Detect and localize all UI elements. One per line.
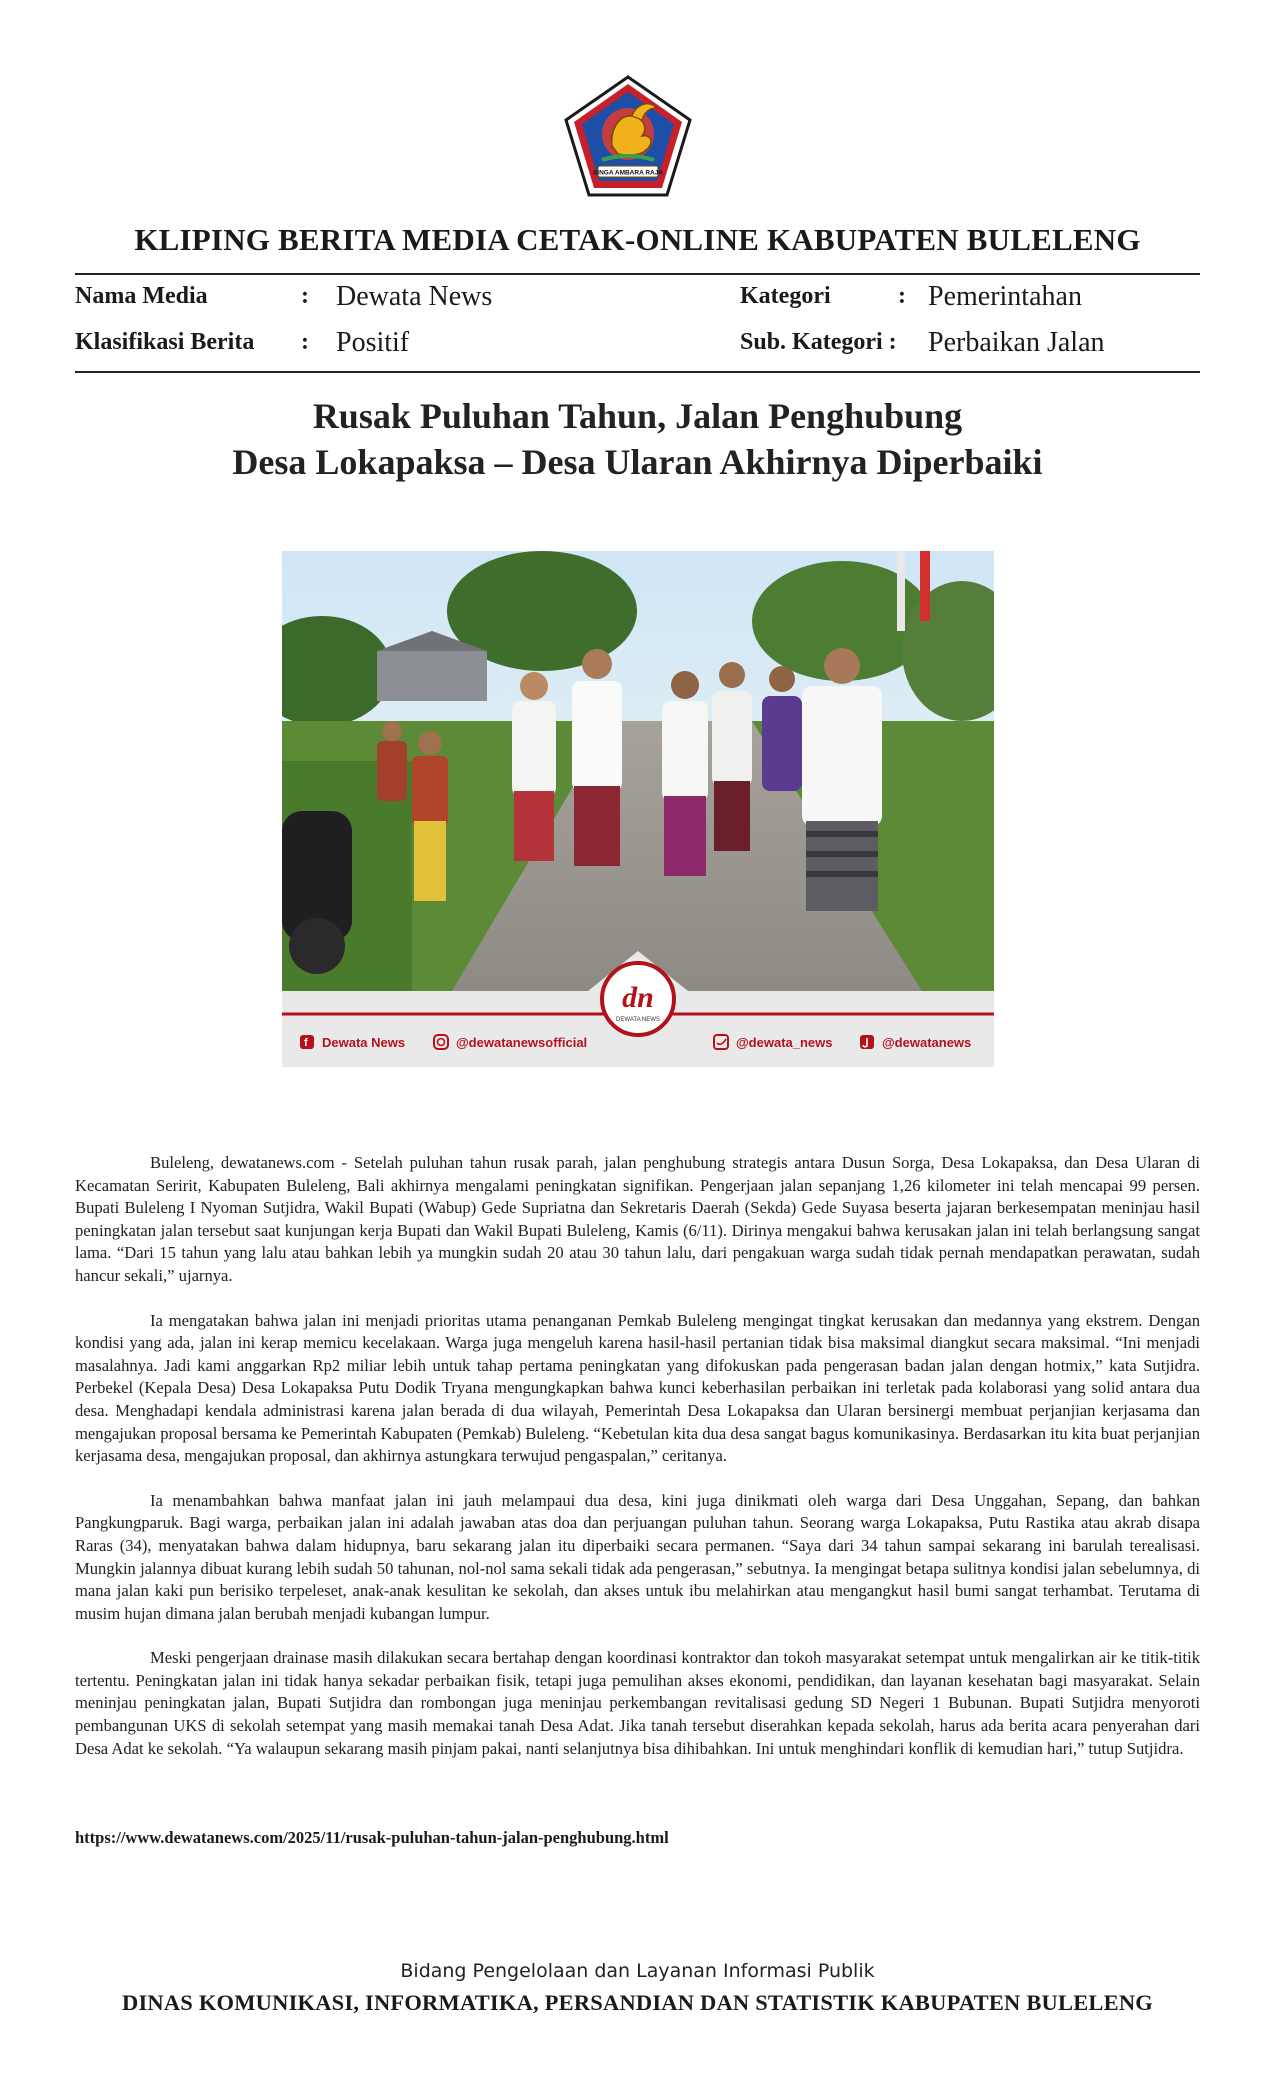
header-divider-bottom: [75, 371, 1200, 373]
crest-motto: SINGA AMBARA RAJA: [592, 169, 664, 177]
classification-colon: :: [301, 329, 309, 355]
article-paragraph-4: Meski pengerjaan drainase masih dilakukan secara bertahap dengan koordinasi kontraktor dan tokoh masyarakat setempat untuk mengalirkan air ke titik-titik tertentu. Peningkatan jalan ini tidak hanya sekadar perbaikan fisik, tetapi juga pemulihan akses ekonomi, pendidikan, dan layanan kesehatan bagi masyarakat. Selain meninjau peningkatan jalan, Bupati Sutjidra dan rombongan juga meninjau perkembangan revitalisasi gedung SD Negeri 1 Bubunan. Bupati Sutjidra menyoroti pembangunan UKS di sekolah setempat yang masih memakai tanah Desa Adat. Jika tanah tersebut diserahkan kepada sekolah, harus ada berita acara penyerahan dari Desa Adat ke sekolah. “Ya walaupun sekarang masih pinjam pakai, nanti selanjutnya bisa dihibahkan. Ini untuk menghindari konflik di kemudian hari,” tutup Sutjidra.: [75, 1648, 1200, 1758]
footer-division: Bidang Pengelolaan dan Layanan Informasi Publik: [400, 1960, 875, 1982]
article-paragraph-3: Ia menambahkan bahwa manfaat jalan ini jauh melampaui dua desa, kini juga dinikmati oleh warga dari Desa Unggahan, Sepang, dan bahkan Pangkungparuk. Bagi warga, perbaikan jalan ini adalah jawaban atas doa dan perjuangan puluhan tahun. Seorang warga Lokapaksa, Putu Rastika atau akrab disapa Raras (34), menyatakan bahwa dalam hidupnya, baru sekarang jalan itu diperbaiki secara permanen. “Saya dari 34 tahun sampai sekarang ini barulah terealisasi. Mungkin jalannya dibuat kurang lebih sudah 50 tahunan, nol-nol sama sekali tidak ada pengerasan,” sebutnya. Ia mengingat betapa sulitnya kondisi jalan sebelumnya, di mana jalan kaki pun berisiko terpeleset, anak-anak kesulitan ke sekolah, dan akses untuk ibu melahirkan atau mengangkut hasil bumi sangat terhambat. Terutama di musim hujan dimana jalan berubah menjadi kubangan lumpur.: [75, 1490, 1200, 1623]
media-name-value: Dewata News: [336, 281, 493, 312]
header-divider-top: [75, 273, 1200, 275]
banner-logo-mark: dn: [622, 981, 654, 1014]
news-photo: [282, 551, 994, 1067]
banner-logo-tag: DEWATA NEWS: [616, 1017, 660, 1023]
article-headline: [75, 393, 1200, 485]
clipping-header-title: KLIPING BERITA MEDIA CETAK-ONLINE KABUPATEN BULELENG: [134, 222, 1141, 257]
media-name-label: Nama Media: [75, 283, 208, 309]
category-colon: :: [898, 283, 906, 309]
category-value: Pemerintahan: [928, 281, 1082, 312]
svg-text:f: f: [304, 1037, 308, 1049]
footer-agency: DINAS KOMUNIKASI, INFORMATIKA, PERSANDIAN DAN STATISTIK KABUPATEN BULELENG: [122, 1990, 1153, 2015]
classification-label: Klasifikasi Berita: [75, 329, 255, 355]
social-tiktok-label: @dewatanews: [882, 1035, 972, 1050]
classification-value: Positif: [336, 327, 410, 358]
government-crest-logo: [562, 74, 694, 198]
headline-line-2: Desa Lokapaksa – Desa Ularan Akhirnya Diperbaiki: [232, 442, 1043, 482]
source-url-link[interactable]: https://www.dewatanews.com/2025/11/rusak-puluhan-tahun-jalan-penghubung.html: [75, 1828, 669, 1847]
subcategory-label: Sub. Kategori :: [740, 329, 897, 355]
article-paragraph-1: Buleleng, dewatanews.com - Setelah puluhan tahun rusak parah, jalan penghubung strategis antara Dusun Sorga, Desa Lokapaksa, dan Desa Ularan di Kecamatan Seririt, Kabupaten Buleleng, Bali akhirnya mengalami peningkatan signifikan. Pengerjaan jalan sepanjang 1,26 kilometer ini telah mencapai 99 persen. Bupati Buleleng I Nyoman Sutjidra, Wakil Bupati (Wabup) Gede Supriatna dan Sekretaris Daerah (Sekda) Gede Suyasa beserta jajaran berkesempatan meninjau hasil peningkatan jalan tersebut saat kunjungan kerja Bupati dan Wakil Bupati Buleleng, Kamis (6/11). Dirinya mengakui bahwa kerusakan jalan ini telah berlangsung sangat lama. “Dari 15 tahun yang lalu atau bahkan lebih ya mungkin sudah 20 atau 30 tahun lalu, dari pengakuan warga sudah tidak pernah mendapatkan perawatan, sudah hancur sekali,” ujarnya.: [75, 1153, 1200, 1285]
category-label: Kategori: [740, 283, 831, 309]
media-name-colon: :: [301, 283, 309, 309]
social-instagram-label: @dewatanewsofficial: [456, 1035, 588, 1050]
social-facebook-label: Dewata News: [322, 1035, 406, 1050]
article-paragraph-2: Ia mengatakan bahwa jalan ini menjadi prioritas utama penanganan Pemkab Buleleng mengingat tingkat kerusakan dan medannya yang ekstrem. Dengan kondisi yang ada, jalan ini kerap memicu kecelakaan. Warga juga mengeluh karena hasil-hasil pertanian tidak bisa maksimal diangkut secara maksimal. “Ini menjadi masalahnya. Jadi kami anggarkan Rp2 miliar lebih untuk tahap pertama peningkatan yang difokuskan pada pengerasan badan jalan dengan hotmix,” kata Sutjidra. Perbekel (Kepala Desa) Desa Lokapaksa Putu Dodik Tryana mengungkapkan bahwa kunci keberhasilan perbaikan ini terletak pada kolaborasi yang solid antara dua desa. Menghadapi kendala administrasi karena jalan berada di dua wilayah, Pemerintah Desa Lokapaksa dan Ularan bersinergi membuat perjanjian kerjasama dan mengajukan proposal bersama ke Pemerintah Kabupaten (Pemkab) Buleleng. “Kebetulan kita dua desa sangat bagus komunikasinya. Berdasarkan itu kita buat perjanjian kerjasama desa, mengajukan proposal, dan akhirnya astungkara terwujud pengaspalan,” ceritanya.: [75, 1310, 1200, 1466]
article-body: [75, 1152, 1200, 1782]
social-twitter-label: @dewata_news: [736, 1035, 833, 1050]
subcategory-value: Perbaikan Jalan: [928, 327, 1105, 358]
headline-line-1: Rusak Puluhan Tahun, Jalan Penghubung: [312, 396, 963, 436]
